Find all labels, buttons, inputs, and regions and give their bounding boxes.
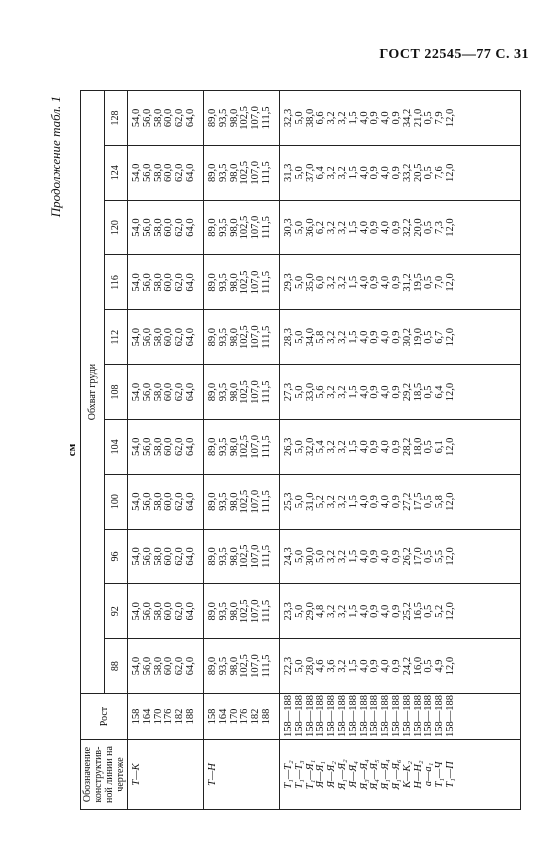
value-cell: 89,0 93,5 98,0 102,5 107,0 111,5 xyxy=(204,529,280,584)
size-header: 100 xyxy=(104,474,128,529)
dimensions-table xyxy=(80,90,521,810)
size-header: 128 xyxy=(104,91,128,146)
value-cell: 54,0 56,0 58,0 60,0 62,0 64,0 xyxy=(128,310,204,365)
value-cell: 32,3 5,0 38,0 6,6 3,2 3,2 1,5 4,0 0,9 4,0 0,9 34,2 21,0 0,5 7,9 12,0 xyxy=(280,91,521,146)
unit-label: см xyxy=(66,443,78,457)
col-header-designation: Обозначение конструктив- ной линии на чертеже xyxy=(81,740,128,810)
size-header: 108 xyxy=(104,365,128,420)
value-cell: 23,3 5,0 29,0 4,8 3,2 3,2 1,5 4,0 0,9 4,0 0,9 25,2 16,5 0,5 5,2 12,0 xyxy=(280,584,521,639)
value-cell: 89,0 93,5 98,0 102,5 107,0 111,5 xyxy=(204,584,280,639)
value-cell: 54,0 56,0 58,0 60,0 62,0 64,0 xyxy=(128,365,204,420)
value-cell: 89,0 93,5 98,0 102,5 107,0 111,5 xyxy=(204,200,280,255)
designation-cell: Т₁—Т₂ Т₁—Т₃ Т₁—Я₁ Я—Я₁ Я—Я₂ Я₁—Я₂ Я—Я₄ Я₃—Я₄ Я₄—Я₅ Я₁—Я₄ Я₁—Я₆ К—К₂ Н—Н₂ а—а₁ Т₁—Ч Т₁—П xyxy=(280,740,521,810)
value-cell: 31,3 5,0 37,0 6,4 3,2 3,2 1,5 4,0 0,9 4,0 0,9 33,2 20,5 0,5 7,6 12,0 xyxy=(280,145,521,200)
table-row-group-tn xyxy=(204,91,280,810)
value-cell: 54,0 56,0 58,0 60,0 62,0 64,0 xyxy=(128,200,204,255)
rost-cell: 158—188 158—188 158—188 158—188 158—188 158—188 158—188 158—188 158—188 158—188 158—188 158—188 158—188 158—188 158—188 158—188 xyxy=(280,694,521,740)
value-cell: 54,0 56,0 58,0 60,0 62,0 64,0 xyxy=(128,474,204,529)
value-cell: 89,0 93,5 98,0 102,5 107,0 111,5 xyxy=(204,639,280,694)
value-cell: 89,0 93,5 98,0 102,5 107,0 111,5 xyxy=(204,255,280,310)
designation-cell: Т—Н xyxy=(204,740,280,810)
designation-cell: Т—К xyxy=(128,740,204,810)
value-cell: 28,3 5,0 34,0 5,8 3,2 3,2 1,5 4,0 0,9 4,0 0,9 30,2 19,0 0,5 6,7 12,0 xyxy=(280,310,521,365)
page-header: ГОСТ 22545—77 С. 31 xyxy=(379,47,529,62)
value-cell: 54,0 56,0 58,0 60,0 62,0 64,0 xyxy=(128,529,204,584)
value-cell: 54,0 56,0 58,0 60,0 62,0 64,0 xyxy=(128,639,204,694)
value-cell: 22,3 5,0 28,0 4,6 3,6 3,2 1,5 4,0 0,9 4,0 0,9 24,2 16,0 0,5 4,9 12,0 xyxy=(280,639,521,694)
size-header: 88 xyxy=(104,639,128,694)
value-cell: 29,3 5,0 35,0 6,0 3,2 3,2 1,5 4,0 0,9 4,0 0,9 31,2 19,5 0,5 7,0 12,0 xyxy=(280,255,521,310)
value-cell: 54,0 56,0 58,0 60,0 62,0 64,0 xyxy=(128,255,204,310)
value-cell: 27,3 5,0 33,0 5,6 3,2 3,2 1,5 4,0 0,9 4,0 0,9 29,2 18,5 0,5 6,4 12,0 xyxy=(280,365,521,420)
size-header: 92 xyxy=(104,584,128,639)
value-cell: 26,3 5,0 32,0 5,4 3,2 3,2 1,5 4,0 0,9 4,0 0,9 28,2 18,0 0,5 6,1 12,0 xyxy=(280,419,521,474)
size-header: 104 xyxy=(104,419,128,474)
value-cell: 89,0 93,5 98,0 102,5 107,0 111,5 xyxy=(204,145,280,200)
value-cell: 54,0 56,0 58,0 60,0 62,0 64,0 xyxy=(128,584,204,639)
value-cell: 54,0 56,0 58,0 60,0 62,0 64,0 xyxy=(128,91,204,146)
value-cell: 24,3 5,0 30,0 5,0 3,2 3,2 1,5 4,0 0,9 4,0 0,9 26,2 17,0 0,5 5,5 12,0 xyxy=(280,529,521,584)
continuation-label: Продолжение табл. 1 xyxy=(48,96,63,218)
value-cell: 89,0 93,5 98,0 102,5 107,0 111,5 xyxy=(204,91,280,146)
value-cell: 89,0 93,5 98,0 102,5 107,0 111,5 xyxy=(204,419,280,474)
rost-cell: 158 164 170 176 182 188 xyxy=(128,694,204,740)
value-cell: 54,0 56,0 58,0 60,0 62,0 64,0 xyxy=(128,419,204,474)
size-header: 124 xyxy=(104,145,128,200)
col-header-rost: Рост xyxy=(81,694,128,740)
size-header: 116 xyxy=(104,255,128,310)
col-header-group: Обхват груди xyxy=(81,91,105,694)
size-header: 120 xyxy=(104,200,128,255)
value-cell: 25,3 5,0 31,0 5,2 3,2 3,2 1,5 4,0 0,9 4,0 0,9 27,2 17,5 0,5 5,8 12,0 xyxy=(280,474,521,529)
size-header: 112 xyxy=(104,310,128,365)
value-cell: 89,0 93,5 98,0 102,5 107,0 111,5 xyxy=(204,474,280,529)
table-row-group-lines xyxy=(280,91,521,810)
rotated-table-box xyxy=(48,90,502,810)
rost-cell: 158 164 170 176 182 188 xyxy=(204,694,280,740)
rotated-table-wrapper xyxy=(48,90,502,810)
value-cell: 30,3 5,0 36,0 6,2 3,2 3,2 1,5 4,0 0,9 4,0 0,9 32,2 20,0 0,5 7,3 12,0 xyxy=(280,200,521,255)
value-cell: 89,0 93,5 98,0 102,5 107,0 111,5 xyxy=(204,310,280,365)
value-cell: 54,0 56,0 58,0 60,0 62,0 64,0 xyxy=(128,145,204,200)
table-row-group-tk xyxy=(128,91,204,810)
size-header: 96 xyxy=(104,529,128,584)
value-cell: 89,0 93,5 98,0 102,5 107,0 111,5 xyxy=(204,365,280,420)
